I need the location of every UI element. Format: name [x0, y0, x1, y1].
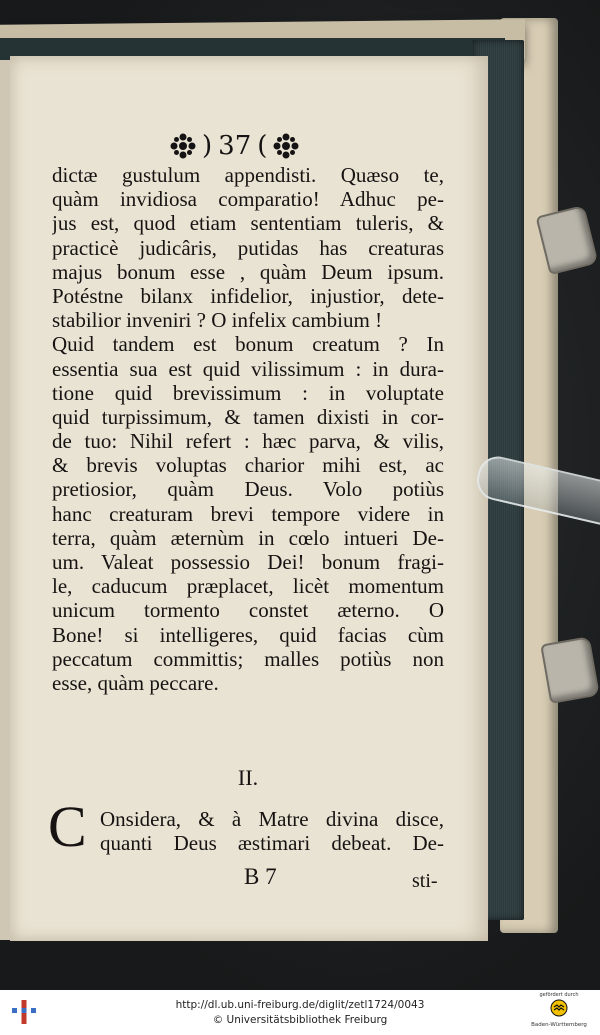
text-line: quàm invidiosa comparatio! Adhuc pe-	[52, 187, 444, 212]
signature-mark: B 7	[244, 864, 277, 889]
text-line: um. Valeat possessio Dei! bonum fragi-	[52, 550, 444, 574]
catchword: sti-	[412, 870, 438, 892]
text-line: pretiosior, quàm Deus. Volo potiùs	[52, 477, 444, 502]
state-seal-icon	[550, 999, 568, 1017]
text-line: stabilior inveniri ? O infelix cambium !	[52, 308, 383, 333]
paren-right-glyph: )	[202, 131, 213, 161]
text-line: quid turpissimum, & tamen dixisti in cor-	[52, 404, 444, 429]
section-heading: II.	[237, 765, 259, 790]
text-line: Onsidera, & à Matre divina disce,	[100, 807, 444, 831]
page-header	[170, 128, 320, 164]
text-line: de tuo: Nihil refert : hæc parva, & vilis,	[52, 429, 444, 454]
text-line: Quid tandem est bonum creatum ? In	[52, 332, 444, 357]
sponsor-block	[524, 992, 594, 1028]
footer-bar	[0, 990, 600, 1035]
source-url[interactable]: http://dl.ub.uni-freiburg.de/diglit/zetl1724/0043	[175, 999, 425, 1011]
flower-ornament-icon	[170, 133, 196, 159]
text-line: & brevis voluptas charior mihi est, ac	[52, 453, 444, 478]
text-line: majus bonum esse , quàm Deum ipsum.	[52, 259, 444, 284]
text-line: tione quid brevissimum : in voluptate	[52, 380, 444, 405]
flower-ornament-icon	[273, 133, 299, 159]
text-line: jus est, quod etiam sententiam tuleris, &	[52, 211, 444, 236]
copyright-notice: © Universitätsbibliothek Freiburg	[212, 1014, 388, 1026]
sponsor-name: Baden-Württemberg	[531, 1022, 587, 1028]
text-line: peccatum committis; malles potiùs non	[52, 646, 444, 671]
text-line: terra, quàm æternùm in cœlo intueri De-	[52, 525, 444, 550]
text-line: quanti Deus æstimari debeat. De-	[100, 831, 444, 856]
text-line: essentia sua est quid vilissimum : in dura-	[52, 356, 444, 381]
drop-initial: C	[48, 794, 87, 859]
sponsor-label: gefördert durch	[539, 992, 579, 998]
metal-clasp-lower	[540, 636, 600, 704]
section-text	[100, 807, 444, 855]
paren-left-glyph: (	[257, 131, 268, 161]
text-line: le, caducum præplacet, licèt momentum	[52, 574, 444, 599]
text-line: Potéstne bilanx infidelior, injustior, dete-	[52, 283, 444, 308]
body-text	[52, 163, 444, 695]
text-line: unicum tormento constet æterno. O	[52, 598, 444, 623]
text-line: Bone! si intelligeres, quid facias cùm	[52, 622, 444, 647]
page-number: 37	[218, 131, 252, 161]
text-line: hanc creaturam brevi tempore videre in	[52, 501, 444, 526]
text-line: practicè judicâris, putidas has creaturas	[52, 235, 444, 260]
text-line: dictæ gustulum appendisti. Quæso te,	[52, 163, 444, 187]
text-line: esse, quàm peccare.	[52, 670, 219, 695]
